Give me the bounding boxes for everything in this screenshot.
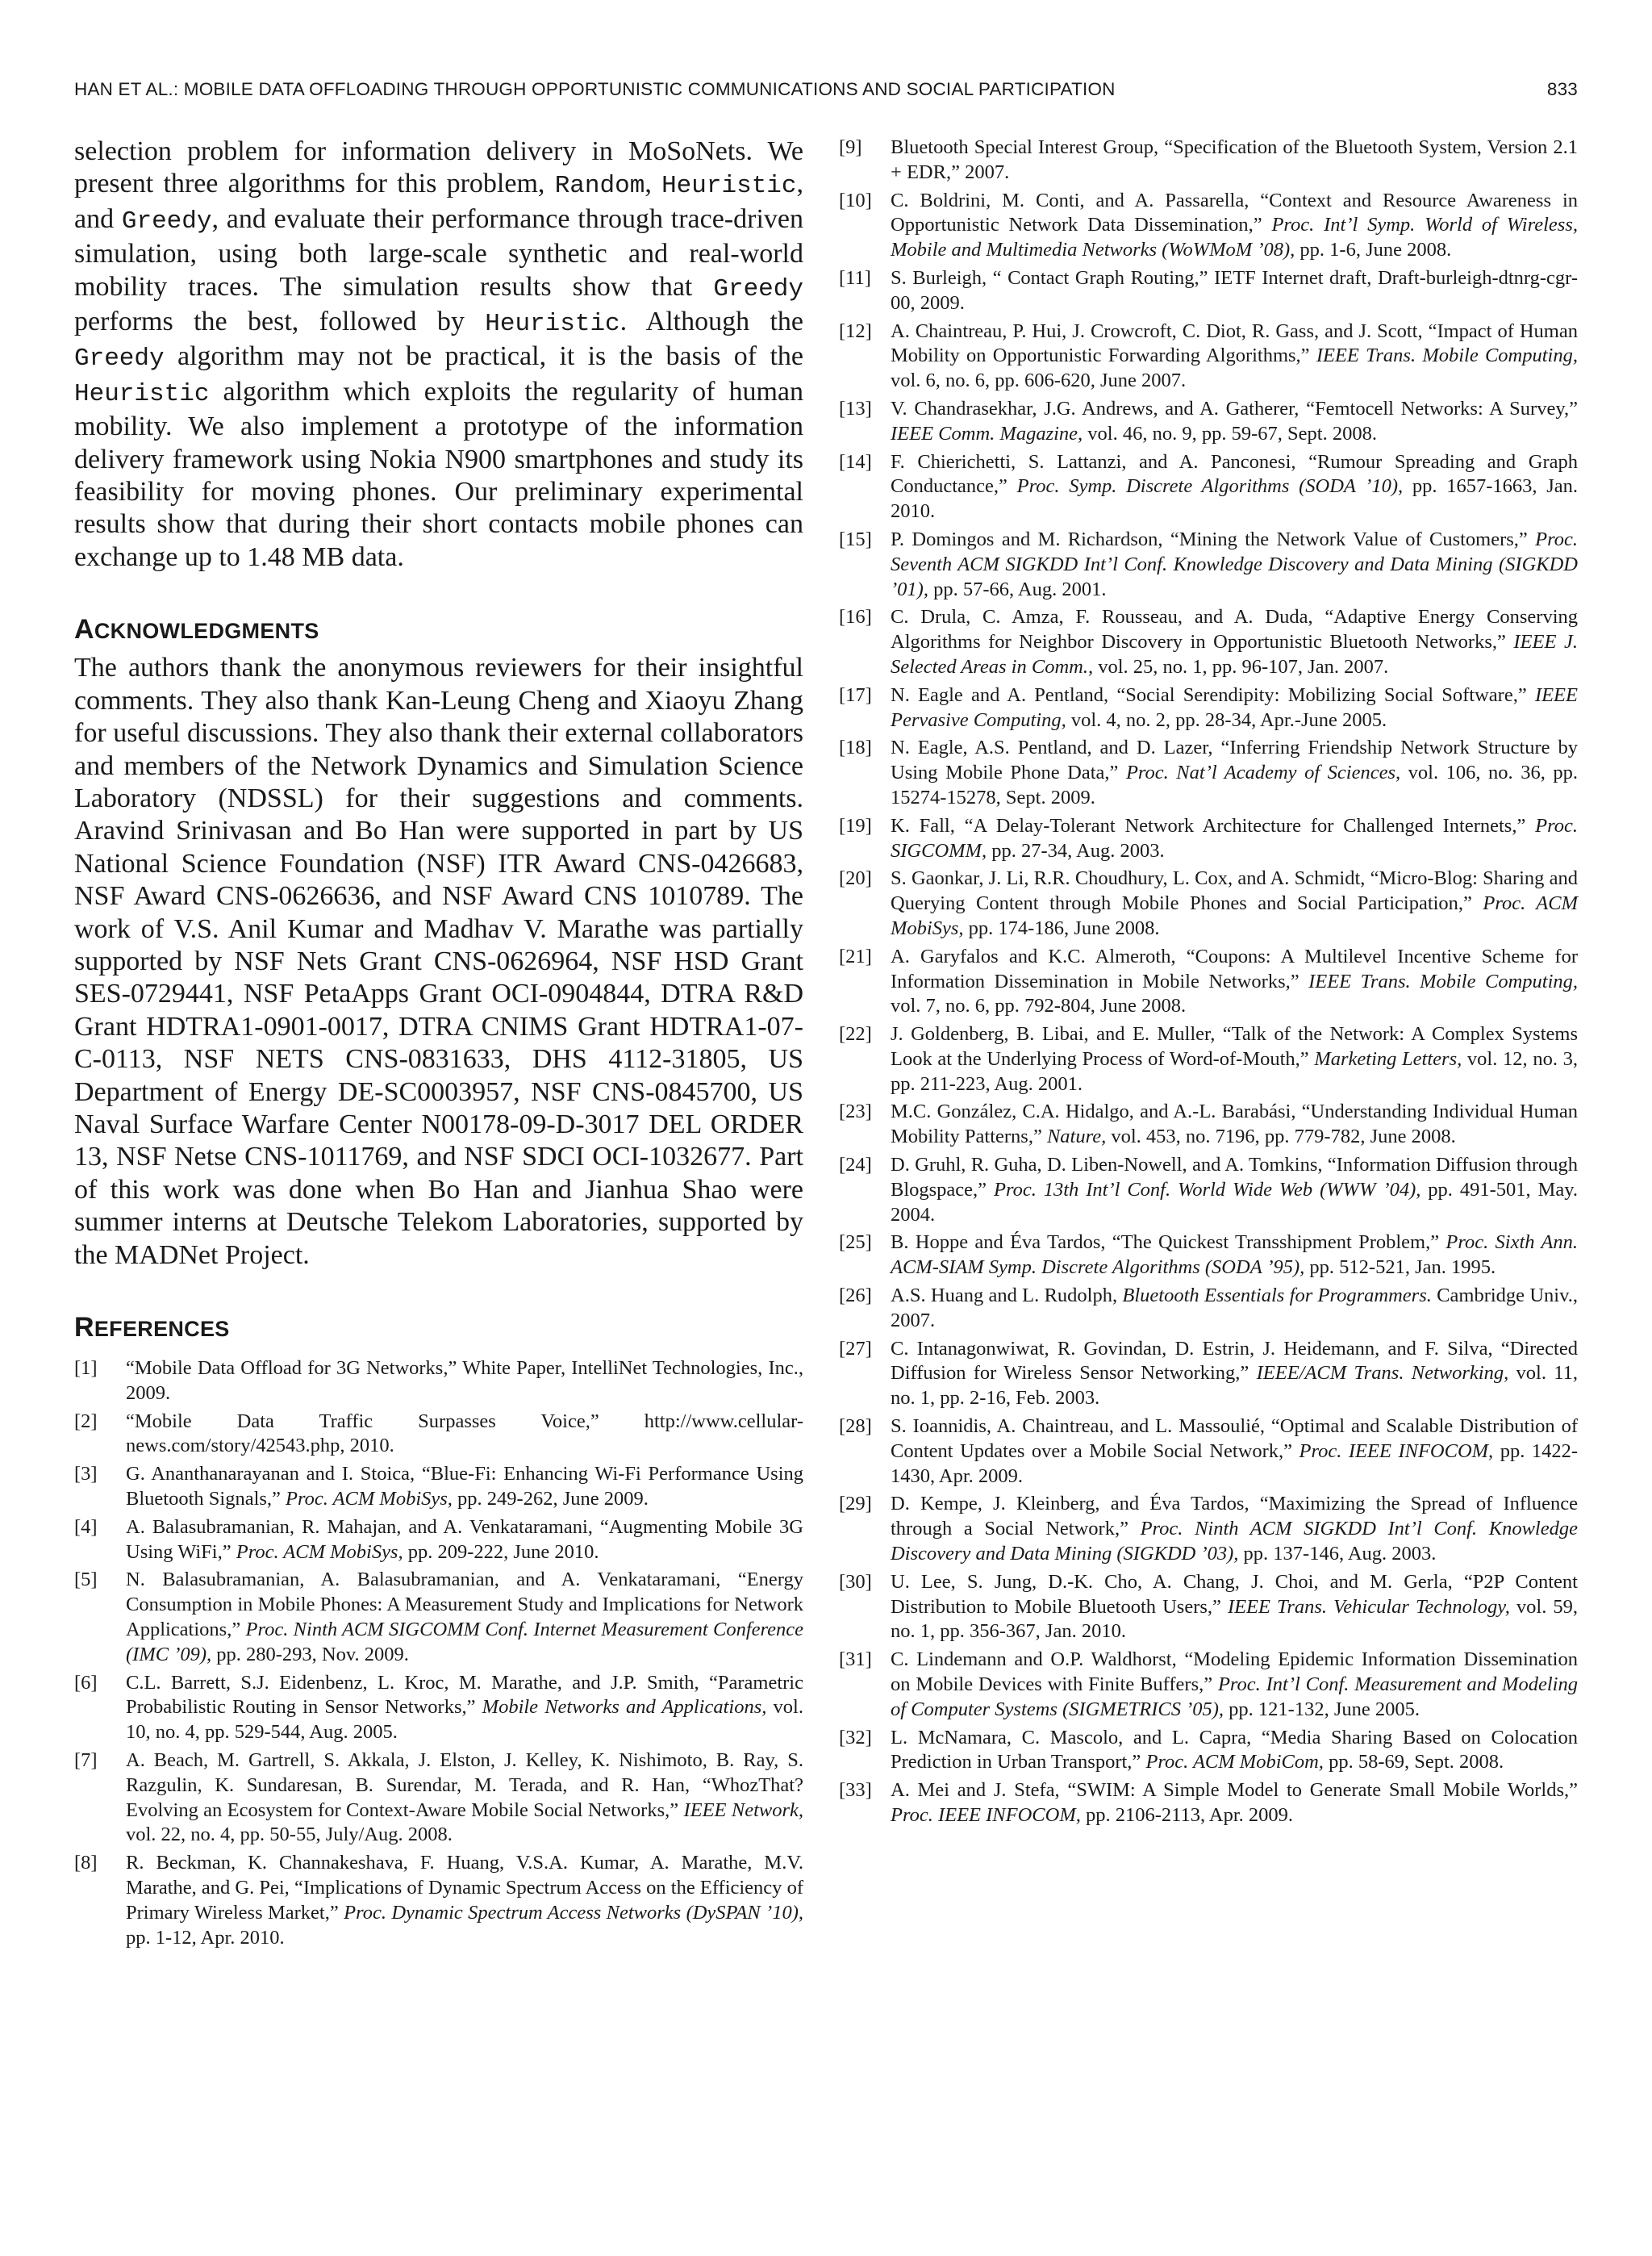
reference-number: [25] xyxy=(839,1231,872,1254)
reference-number: [16] xyxy=(839,606,872,629)
reference-text xyxy=(891,451,1578,523)
reference-item xyxy=(839,189,1578,263)
reference-text-part: M.C. González, C.A. Hidalgo, and A.-L. Barabási, “Understanding Individual Human Mobility Patterns,” xyxy=(891,1101,1578,1148)
reference-text xyxy=(891,528,1578,600)
reference-text-part: D. Kempe, J. Kleinberg, and Éva Tardos, “Maximizing the Spread of Influence through a Social Network,” xyxy=(891,1493,1578,1540)
reference-item xyxy=(74,1410,803,1460)
reference-venue: Proc. Symp. Discrete Algorithms (SODA ’10), xyxy=(1016,475,1404,498)
reference-text-part: pp. 1657-1663, Jan. 2010. xyxy=(891,475,1578,523)
reference-text xyxy=(891,1648,1578,1720)
reference-number: [2] xyxy=(74,1410,98,1432)
reference-number: [4] xyxy=(74,1515,98,1538)
reference-venue: Nature, xyxy=(1046,1126,1107,1148)
reference-number: [30] xyxy=(839,1570,872,1593)
reference-venue: Mobile Networks and Applications, xyxy=(482,1696,767,1719)
reference-item xyxy=(839,1022,1578,1097)
reference-number: [10] xyxy=(839,189,872,211)
reference-text xyxy=(891,1493,1578,1565)
reference-number: [29] xyxy=(839,1493,872,1515)
reference-text-part: D. Gruhl, R. Guha, D. Liben-Nowell, and A. Tomkins, “Information Diffusion through Blogspace,” xyxy=(891,1154,1578,1201)
reference-venue: Proc. Dynamic Spectrum Access Networks (DySPAN ’10), xyxy=(344,1901,803,1924)
algorithm-name: Greedy xyxy=(121,207,212,236)
reference-text-part: vol. 6, no. 6, pp. 606-620, June 2007. xyxy=(891,370,1187,392)
reference-number: [22] xyxy=(839,1023,872,1046)
reference-number: [7] xyxy=(74,1748,98,1771)
acknowledgments-heading: ACKNOWLEDGMENTS xyxy=(74,614,319,645)
reference-number: [27] xyxy=(839,1337,872,1360)
reference-venue: Proc. Ninth ACM SIGKDD Int’l Conf. Knowledge Discovery and Data Mining (SIGKDD ’03), xyxy=(891,1518,1578,1565)
reference-text-part: pp. 209-222, June 2010. xyxy=(403,1540,599,1563)
reference-number: [1] xyxy=(74,1357,98,1379)
reference-number: [13] xyxy=(839,397,872,420)
reference-item xyxy=(839,1153,1578,1227)
reference-text-part: L. McNamara, C. Mascolo, and L. Capra, “Media Sharing Based on Colocation Prediction in Urban Transport,” xyxy=(891,1726,1578,1773)
reference-venue: Proc. Int’l Conf. Measurement and Modeling of Computer Systems (SIGMETRICS ’05), xyxy=(891,1673,1578,1720)
reference-text-part: Bluetooth Special Interest Group, “Specification of the Bluetooth System, Version 2.1 + EDR,” 2007. xyxy=(891,136,1578,183)
reference-item xyxy=(839,266,1578,316)
reference-text xyxy=(891,1338,1578,1410)
reference-item xyxy=(839,605,1578,679)
reference-venue: Proc. 13th Int’l Conf. World Wide Web (WWW ’04), xyxy=(993,1178,1421,1201)
reference-text-part: A. Beach, M. Gartrell, S. Akkala, J. Elston, J. Kelley, K. Nishimoto, B. Ray, S. Razgulin, K. Sundaresan, B. Surendar, M. Terada, and R. Han, “WhozThat? Evolving an Ecosystem for Context-Aware Mobile Social Networks,” xyxy=(126,1748,803,1821)
reference-text xyxy=(126,1516,803,1563)
reference-text-part: pp. 1-12, Apr. 2010. xyxy=(126,1926,285,1949)
reference-number: [9] xyxy=(839,136,862,158)
reference-text xyxy=(891,1571,1578,1643)
reference-item xyxy=(839,1570,1578,1644)
reference-item xyxy=(839,397,1578,447)
reference-text xyxy=(891,320,1578,392)
reference-item xyxy=(839,1492,1578,1566)
reference-text-part: A. Garyfalos and K.C. Almeroth, “Coupons: A Multilevel Incentive Scheme for Information Dissemination in Mobile Networks,” xyxy=(891,945,1578,992)
reference-venue: IEEE J. Selected Areas in Comm., xyxy=(891,631,1578,678)
reference-item xyxy=(839,1648,1578,1722)
reference-number: [24] xyxy=(839,1154,872,1176)
running-header xyxy=(74,79,1578,108)
reference-number: [11] xyxy=(839,266,871,289)
reference-item xyxy=(839,1778,1578,1828)
reference-text-part: A. Mei and J. Stefa, “SWIM: A Simple Model to Generate Small Mobile Worlds,” xyxy=(891,1779,1578,1802)
reference-item xyxy=(839,1337,1578,1411)
reference-text-part: vol. 453, no. 7196, pp. 779-782, June 2008. xyxy=(1106,1126,1456,1148)
reference-venue: Proc. Seventh ACM SIGKDD Int’l Conf. Knowledge Discovery and Data Mining (SIGKDD ’01), xyxy=(891,528,1578,600)
reference-text-part: pp. 512-521, Jan. 1995. xyxy=(1304,1256,1496,1279)
reference-number: [28] xyxy=(839,1415,872,1438)
reference-text-part: vol. 12, no. 3, pp. 211-223, Aug. 2001. xyxy=(891,1047,1578,1095)
reference-venue: Proc. IEEE INFOCOM, xyxy=(1299,1439,1494,1462)
reference-venue: IEEE Comm. Magazine, xyxy=(891,422,1083,445)
reference-number: [18] xyxy=(839,737,872,759)
reference-item xyxy=(839,320,1578,394)
reference-item xyxy=(74,1462,803,1512)
reference-text-part: S. Gaonkar, J. Li, R.R. Choudhury, L. Cox, and A. Schmidt, “Micro-Blog: Sharing and Querying Content through Mobile Phones and Social Participation,” xyxy=(891,867,1578,915)
reference-item xyxy=(839,1100,1578,1150)
conclusion-paragraph xyxy=(74,136,803,574)
reference-text-part: P. Domingos and M. Richardson, “Mining the Network Value of Customers,” xyxy=(891,528,1536,550)
reference-text-part: R. Beckman, K. Channakeshava, F. Huang, V.S.A. Kumar, A. Marathe, M.V. Marathe, and G. Pei, “Implications of Dynamic Spectrum Access on the Efficiency of Primary Wireless Market,” xyxy=(126,1852,803,1924)
reference-item xyxy=(839,945,1578,1019)
reference-text xyxy=(891,1727,1578,1773)
references-list-left xyxy=(74,1356,803,1950)
reference-text xyxy=(891,1285,1578,1331)
reference-item xyxy=(839,136,1578,186)
reference-text xyxy=(891,1415,1578,1487)
reference-text-part: “Mobile Data Offload for 3G Networks,” White Paper, IntelliNet Technologies, Inc., 2009. xyxy=(126,1357,803,1404)
page-number: 833 xyxy=(1546,79,1578,99)
reference-text-part: A. Balasubramanian, R. Mahajan, and A. Venkataramani, “Augmenting Mobile 3G Using WiFi,” xyxy=(126,1515,803,1563)
reference-text-part: vol. 46, no. 9, pp. 59-67, Sept. 2008. xyxy=(1083,422,1377,445)
reference-item xyxy=(839,528,1578,602)
reference-text-part: vol. 25, no. 1, pp. 96-107, Jan. 2007. xyxy=(1093,655,1389,678)
reference-item xyxy=(74,1748,803,1848)
conclusion-text: selection problem for information delivery in MoSoNets. We present three algorithms for this problem, xyxy=(74,136,803,199)
reference-number: [23] xyxy=(839,1101,872,1123)
reference-item xyxy=(839,683,1578,733)
reference-item xyxy=(839,1726,1578,1776)
reference-number: [14] xyxy=(839,450,872,473)
reference-text-part: pp. 57-66, Aug. 2001. xyxy=(928,578,1107,600)
reference-text-part: vol. 4, no. 2, pp. 28-34, Apr.-June 2005. xyxy=(1066,708,1387,731)
reference-number: [32] xyxy=(839,1726,872,1748)
reference-venue: Proc. IEEE INFOCOM, xyxy=(891,1804,1081,1826)
reference-text-part: N. Balasubramanian, A. Balasubramanian, and A. Venkataramani, “Energy Consumption in Mobile Phones: A Measurement Study and Implications for Network Applications,” xyxy=(126,1569,803,1640)
reference-text-part: C. Lindemann and O.P. Waldhorst, “Modeling Epidemic Information Dissemination on Mobile Devices with Finite Buffers,” xyxy=(891,1648,1578,1696)
reference-text-part: F. Chierichetti, S. Lattanzi, and A. Panconesi, “Rumour Spreading and Graph Conductance,” xyxy=(891,450,1578,498)
reference-item xyxy=(839,1230,1578,1280)
reference-text-part: pp. 58-69, Sept. 2008. xyxy=(1323,1751,1504,1773)
reference-text xyxy=(891,190,1578,261)
algorithm-name: Greedy xyxy=(74,345,165,374)
reference-item xyxy=(839,814,1578,864)
reference-text xyxy=(891,1231,1578,1278)
reference-text-part: vol. 10, no. 4, pp. 529-544, Aug. 2005. xyxy=(126,1696,803,1744)
reference-item xyxy=(74,1356,803,1406)
algorithm-name: Heuristic xyxy=(74,379,210,408)
reference-text-part: pp. 27-34, Aug. 2003. xyxy=(987,839,1165,862)
reference-text xyxy=(891,737,1578,808)
reference-number: [6] xyxy=(74,1671,98,1694)
conclusion-text: performs the best, followed by xyxy=(74,307,486,337)
reference-number: [31] xyxy=(839,1648,872,1671)
reference-text-part: C. Drula, C. Amza, F. Rousseau, and A. Duda, “Adaptive Energy Conserving Algorithms for Neighbor Discovery in Opportunistic Bluetooth Networks,” xyxy=(891,606,1578,654)
reference-text-part: vol. 11, no. 1, pp. 2-16, Feb. 2003. xyxy=(891,1362,1579,1410)
reference-text xyxy=(891,815,1578,862)
reference-text-part: C. Intanagonwiwat, R. Govindan, D. Estrin, J. Heidemann, and F. Silva, “Directed Diffusion for Wireless Sensor Networking,” xyxy=(891,1337,1578,1385)
reference-number: [17] xyxy=(839,683,872,706)
reference-text xyxy=(891,136,1578,183)
reference-item xyxy=(74,1568,803,1667)
reference-text-part: V. Chandrasekhar, J.G. Andrews, and A. Gatherer, “Femtocell Networks: A Survey,” xyxy=(891,397,1578,420)
reference-text-part: pp. 280-293, Nov. 2009. xyxy=(211,1643,409,1665)
references-list-right xyxy=(839,136,1578,1828)
algorithm-name: Random xyxy=(554,172,645,201)
reference-text xyxy=(126,1357,803,1404)
reference-text-part: pp. 491-501, May. 2004. xyxy=(891,1178,1578,1226)
algorithm-name: Heuristic xyxy=(661,172,797,201)
reference-item xyxy=(74,1515,803,1565)
reference-venue: Bluetooth Essentials for Programmers. xyxy=(1122,1285,1432,1307)
conclusion-text: algorithm may not be practical, it is the basis of the xyxy=(164,341,803,372)
reference-text-part: N. Eagle and A. Pentland, “Social Serendipity: Mobilizing Social Software,” xyxy=(891,683,1535,706)
algorithm-name: Greedy xyxy=(713,274,803,303)
reference-venue: IEEE Trans. Vehicular Technology, xyxy=(1227,1595,1510,1618)
conclusion-text: . Although the xyxy=(620,307,804,337)
reference-number: [8] xyxy=(74,1852,98,1874)
conclusion-text: , and xyxy=(74,169,804,234)
reference-text xyxy=(891,398,1578,445)
reference-text-part: Cambridge Univ., 2007. xyxy=(891,1285,1579,1331)
reference-venue: Proc. Nat’l Academy of Sciences, xyxy=(1125,762,1401,784)
reference-text xyxy=(891,946,1578,1017)
reference-text xyxy=(891,1154,1578,1226)
reference-number: [21] xyxy=(839,945,872,967)
reference-text xyxy=(891,867,1578,939)
reference-number: [20] xyxy=(839,867,872,890)
reference-text-part: vol. 7, no. 6, pp. 792-804, June 2008. xyxy=(891,995,1187,1017)
reference-item xyxy=(839,736,1578,810)
reference-text-part: N. Eagle, A.S. Pentland, and D. Lazer, “Inferring Friendship Network Structure by Using Mobile Phone Data,” xyxy=(891,737,1578,784)
reference-text xyxy=(891,1023,1578,1095)
reference-venue: IEEE Trans. Mobile Computing, xyxy=(1316,345,1578,367)
reference-number: [15] xyxy=(839,528,872,550)
right-column xyxy=(839,136,1578,1832)
reference-number: [19] xyxy=(839,814,872,837)
reference-text xyxy=(126,1749,803,1845)
reference-text-part: pp. 2106-2113, Apr. 2009. xyxy=(1080,1804,1294,1826)
reference-venue: Proc. ACM MobiSys, xyxy=(891,892,1578,939)
reference-text xyxy=(126,1569,803,1665)
reference-item xyxy=(74,1671,803,1745)
reference-venue: IEEE/ACM Trans. Networking, xyxy=(1256,1362,1509,1385)
reference-venue: Proc. ACM MobiCom, xyxy=(1145,1751,1324,1773)
reference-venue: Proc. ACM MobiSys, xyxy=(236,1540,403,1563)
reference-item xyxy=(839,1284,1578,1334)
reference-text xyxy=(126,1463,803,1510)
references-heading: REFERENCES xyxy=(74,1312,230,1343)
algorithm-name: Heuristic xyxy=(485,310,620,339)
reference-text-part: pp. 121-132, June 2005. xyxy=(1224,1698,1420,1720)
reference-text-part: C. Boldrini, M. Conti, and A. Passarella, “Context and Resource Awareness in Opportunistic Network Data Dissemination,” xyxy=(891,189,1578,236)
reference-number: [33] xyxy=(839,1779,872,1802)
reference-text-part: J. Goldenberg, B. Libai, and E. Muller, “Talk of the Network: A Complex Systems Look at the Underlying Process of Word-of-Mouth,” xyxy=(891,1023,1578,1070)
reference-text-part: C.L. Barrett, S.J. Eidenbenz, L. Kroc, M. Marathe, and J.P. Smith, “Parametric Probabilistic Routing in Sensor Networks,” xyxy=(126,1671,803,1719)
acknowledgments-paragraph: The authors thank the anonymous reviewers for their insightful comments. They also thank Kan-Leung Cheng and Xiaoyu Zhang for useful discussions. They also thank their external collaborators and members of the Network Dynamics and Simulation Science Laboratory (NDSSL) for their suggestions and comments. Aravind Srinivasan and Bo Han were supported in part by US National Science Foundation (NSF) ITR Award CNS-0426683, NSF Award CNS-0626636, and NSF Award CNS 1010789. The work of V.S. Anil Kumar and Madhav V. Marathe was partially supported by NSF Nets Grant CNS-0626964, NSF HSD Grant SES-0729441, NSF PetaApps Grant OCI-0904844, DTRA R&D Grant HDTRA1-0901-0017, DTRA CNIMS Grant HDTRA1-07-C-0113, NSF NETS CNS-0831633, DHS 4112-31805, US Department of Energy DE-SC0003957, NSF CNS-0845700, US Naval Surface Warfare Center N00178-09-D-3017 DEL ORDER 13, NSF Netse CNS-1011769, and NSF SDCI OCI-1032677. Part of this work was done when Bo Han and Jianhua Shao were summer interns at Deutsche Telekom Laboratories, supported by the MADNet Project. xyxy=(74,653,803,1270)
reference-text-part: pp. 174-186, June 2008. xyxy=(963,917,1160,939)
reference-text xyxy=(891,1101,1578,1147)
reference-text-part: pp. 249-262, June 2009. xyxy=(452,1487,649,1510)
reference-venue: Proc. Int’l Symp. World of Wireless, Mobile and Multimedia Networks (WoWMoM ’08), xyxy=(891,214,1578,261)
reference-text-part: B. Hoppe and Éva Tardos, “The Quickest Transshipment Problem,” xyxy=(891,1231,1446,1254)
reference-text-part: S. Burleigh, “ Contact Graph Routing,” IETF Internet draft, Draft-burleigh-dtnrg-cgr-00, 2009. xyxy=(891,266,1578,314)
reference-venue: IEEE Network, xyxy=(683,1799,803,1821)
reference-text xyxy=(891,684,1578,731)
reference-text xyxy=(891,267,1578,314)
reference-text-part: K. Fall, “A Delay-Tolerant Network Architecture for Challenged Internets,” xyxy=(891,814,1536,837)
reference-item xyxy=(839,450,1578,524)
reference-item xyxy=(839,867,1578,941)
reference-text-part: G. Ananthanarayanan and I. Stoica, “Blue-Fi: Enhancing Wi-Fi Performance Using Bluetooth Signals,” xyxy=(126,1463,803,1510)
reference-venue: IEEE Pervasive Computing, xyxy=(891,683,1578,731)
conclusion-text: , and evaluate their performance through trace-driven simulation, using both large-scale synthetic and real-world mobility traces. The simulation results show that xyxy=(74,203,803,302)
reference-number: [12] xyxy=(839,320,872,342)
reference-text-part: S. Ioannidis, A. Chaintreau, and L. Massoulié, “Optimal and Scalable Distribution of Content Updates over a Mobile Social Network,” xyxy=(891,1415,1578,1462)
reference-text-part: vol. 22, no. 4, pp. 50-55, July/Aug. 2008. xyxy=(126,1824,453,1846)
reference-text xyxy=(126,1410,803,1457)
reference-text xyxy=(891,606,1578,678)
left-column xyxy=(74,136,803,1953)
reference-item xyxy=(839,1414,1578,1489)
reference-venue: Proc. ACM MobiSys, xyxy=(286,1487,453,1510)
reference-venue: Proc. Sixth Ann. ACM-SIAM Symp. Discrete Algorithms (SODA ’95), xyxy=(891,1231,1578,1279)
reference-text-part: vol. 106, no. 36, pp. 15274-15278, Sept. 2009. xyxy=(891,762,1578,808)
reference-text-part: pp. 1422-1430, Apr. 2009. xyxy=(891,1439,1578,1487)
conclusion-text: algorithm which exploits the regularity of human mobility. We also implement a prototype of the information delivery framework using Nokia N900 smartphones and study its feasibility for moving phones. Our preliminary experimental results show that during their short contacts mobile phones can exchange up to 1.48 MB data. xyxy=(74,376,803,572)
reference-number: [5] xyxy=(74,1569,98,1591)
reference-text-part: pp. 1-6, June 2008. xyxy=(1295,239,1452,261)
reference-text-part: U. Lee, S. Jung, D.-K. Cho, A. Chang, J. Choi, and M. Gerla, “P2P Content Distribution to Mobile Bluetooth Users,” xyxy=(891,1570,1578,1618)
reference-text xyxy=(126,1852,803,1948)
reference-text-part: “Mobile Data Traffic Surpasses Voice,” http://www.cellular-news.com/story/42543.php, 2010. xyxy=(126,1410,803,1457)
reference-text-part: A.S. Huang and L. Rudolph, xyxy=(891,1285,1123,1307)
reference-venue: IEEE Trans. Mobile Computing, xyxy=(1308,970,1578,992)
conclusion-text: , xyxy=(645,169,662,199)
reference-venue: Proc. Ninth ACM SIGCOMM Conf. Internet Measurement Conference (IMC ’09), xyxy=(126,1618,804,1665)
reference-text-part: A. Chaintreau, P. Hui, J. Crowcroft, C. Diot, R. Gass, and J. Scott, “Impact of Human Mobility on Opportunistic Forwarding Algorithms,” xyxy=(891,320,1578,367)
reference-number: [26] xyxy=(839,1285,872,1307)
reference-text xyxy=(891,1779,1578,1826)
reference-text-part: pp. 137-146, Aug. 2003. xyxy=(1238,1543,1437,1565)
reference-venue: Proc. SIGCOMM, xyxy=(891,814,1578,862)
running-title: HAN ET AL.: MOBILE DATA OFFLOADING THROUGH OPPORTUNISTIC COMMUNICATIONS AND SOCIAL PARTICIPATION xyxy=(74,79,1116,99)
reference-text xyxy=(126,1672,803,1744)
reference-number: [3] xyxy=(74,1463,98,1485)
reference-item xyxy=(74,1851,803,1950)
reference-text-part: vol. 59, no. 1, pp. 356-367, Jan. 2010. xyxy=(891,1595,1579,1643)
reference-venue: Marketing Letters, xyxy=(1314,1047,1462,1070)
